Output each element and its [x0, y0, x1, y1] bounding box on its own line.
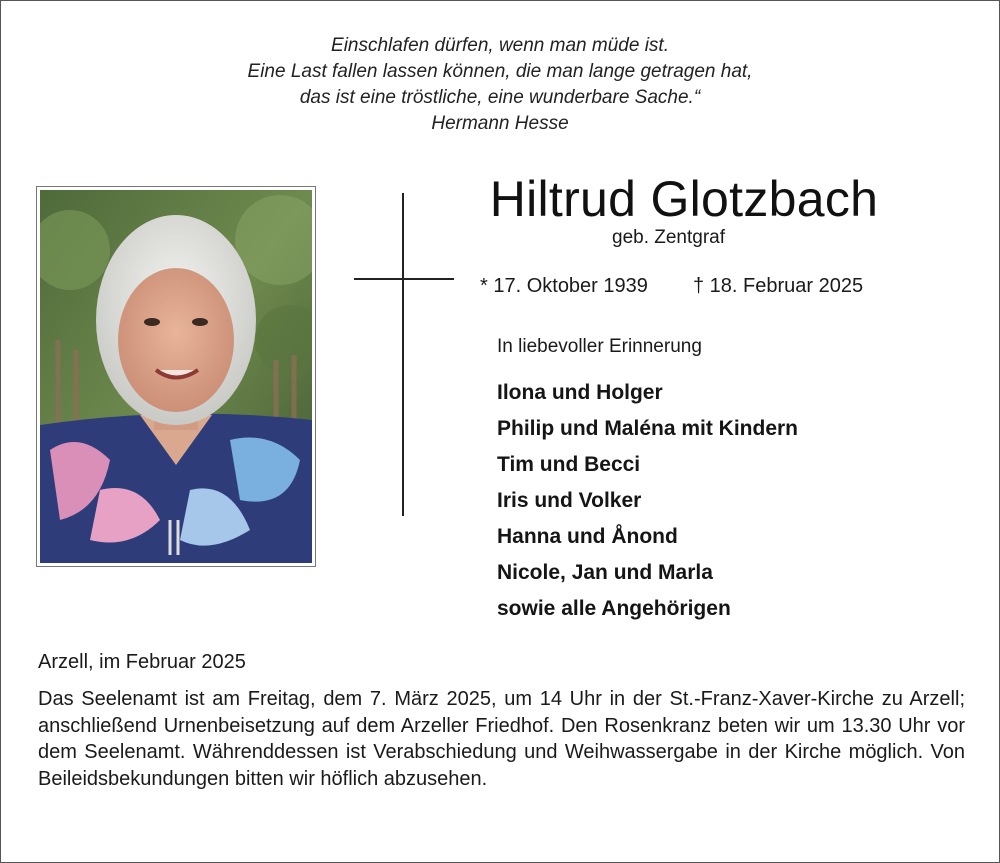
quote-line: Eine Last fallen lassen können, die man lange getragen hat,: [247, 61, 753, 82]
memory-line: In liebevoller Erinnerung: [497, 336, 702, 357]
mourner-entry: Nicole, Jan und Marla: [497, 561, 713, 584]
cross-icon: [402, 193, 404, 516]
mourner-entry: sowie alle Angehörigen: [497, 597, 731, 620]
mourner-entry: Ilona und Holger: [497, 381, 663, 404]
birth-date: * 17. Oktober 1939: [480, 275, 648, 297]
quote: [0, 33, 1000, 111]
quote-author: Hermann Hesse: [431, 113, 569, 134]
deceased-name: Hiltrud Glotzbach: [489, 171, 879, 227]
maiden-name: geb. Zentgraf: [612, 227, 726, 248]
quote-line: Einschlafen dürfen, wenn man müde ist.: [331, 35, 669, 56]
mourner-entry: Iris und Volker: [497, 489, 642, 512]
mourner-entry: Hanna und Ånond: [497, 525, 678, 548]
mourner-entry: Philip und Maléna mit Kindern: [497, 417, 799, 440]
mourners-list: [497, 375, 798, 627]
mourner-entry: Tim und Becci: [497, 453, 641, 476]
service-details: Das Seelenamt ist am Freitag, dem 7. März 2025, um 14 Uhr in der St.-Franz-Xaver-Kirche zu Arzell; anschließend Urnenbeisetzung auf dem Arzeller Friedhof. Den Rosenkranz beten wir um 13.30 Uhr vor dem Seelenamt. Währenddessen ist Verabschiedung und Weihwassergabe in der Kirche möglich. Von Beileidsbekundungen bitten wir höflich abzusehen.: [38, 688, 965, 790]
quote-line: das ist eine tröstliche, eine wunderbare Sache.“: [299, 87, 701, 108]
cross-icon-bar: [354, 278, 454, 280]
place-date: Arzell, im Februar 2025: [38, 651, 246, 673]
portrait-frame: [36, 186, 316, 567]
death-date: † 18. Februar 2025: [693, 275, 864, 297]
portrait-photo: [40, 190, 312, 563]
